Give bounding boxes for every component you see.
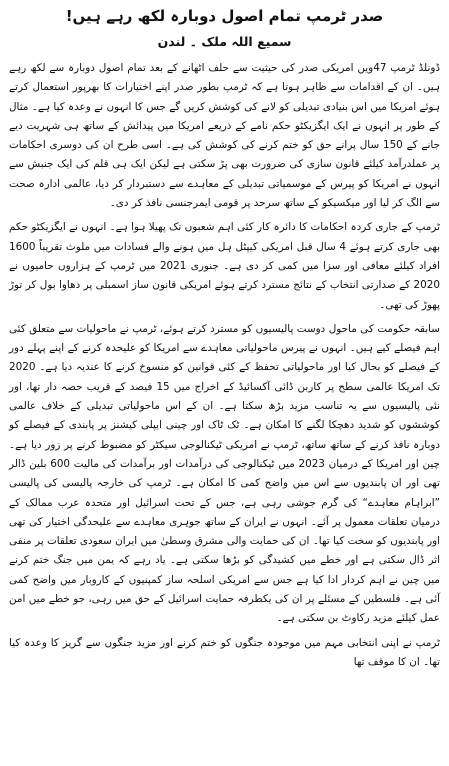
article-paragraph: ٹرمپ کے جاری کردہ احکامات کا دائرہ کار کئی اہم شعبوں تک پھیلا ہوا ہے۔ انہوں نے ایگزیکٹو حکم بھی جاری کرتے ہوئے 4 سال قبل امریکی کیپٹل ہل میں ہونے والے فسادات میں ملوث تقریباً 1600 افراد کیلئے معافی اور سزا میں کمی کر دی ہے۔ جنوری 2021 میں ٹرمپ کے ہزاروں حامیوں نے 2020 کے صدارتی انتخاب کے نتائج مسترد کرتے ہوئے امریکی قانون ساز اسمبلی پر دھاوا بول کر توڑ پھوڑ کی تھی۔ xyxy=(9,221,441,311)
article-paragraph: ٹرمپ نے اپنی انتخابی مہم میں موجودہ جنگوں کو ختم کرنے اور مزید جنگوں سے گریز کا وعدہ کیا تھا۔ ان کا موقف تھا xyxy=(9,636,440,668)
article-paragraph: سابقہ حکومت کی ماحول دوست پالیسیوں کو مسترد کرتے ہوئے، ٹرمپ نے ماحولیات سے متعلق کئی اہم فیصلے کیے ہیں۔ انہوں نے پیرس ماحولیاتی معاہدے سے امریکا کو علیحدہ کرنے کے اپنے پہلے دور کے فیصلے کو بحال کیا اور ماحولیاتی تحفظ کے کئی قوانین کو منسوخ کرنے کا عندیہ دیا ہے۔ 2020 تک امریکا عالمی سطح پر کاربن ڈائی آکسائیڈ کے اخراج میں 15 فیصد کے قریب حصہ دار تھا، اور نئی پالیسیوں سے یہ تناسب مزید بڑھ سکتا ہے۔ ان کے اس ماحولیاتی تبدیلی کے خلاف عالمی کوششوں کو شدید دھچکا لگنے کا امکان ہے۔ ٹک ٹاک اور چینی ایپلی کیشنز پر پابندی کے فیصلے کو دوبارہ نافذ کرنے کے ساتھ ساتھ، ٹرمپ نے امریکی ٹیکنالوجی سیکٹر کو مضبوط کرنے پر زور دیا ہے۔ چین اور امریکا کے درمیان 2023 میں ٹیکنالوجی کی درآمدات اور برآمدات کی مالیت 600 بلین ڈالر تھی اور ان پابندیوں سے اس میں واضح کمی کا امکان ہے۔ ٹرمپ کی خارجہ پالیسی کی پالیسی ”ابراہام معاہدے“ کی گرم جوشی رہی ہے، جس کے تحت اسرائیل اور متحدہ عرب ممالک کے درمیان تعلقات معمول پر آئے۔ انہوں نے ایران کے ساتھ جوہری معاہدے سے علیحدگی اختیار کی تھی اور پابندیوں کو سخت کیا تھا۔ ان کی حمایت والی مشرق وسطیٰ میں ایران سعودی تعلقات پر منفی اثر ڈال سکتی ہے اور خطے میں کشیدگی کو بڑھا سکتی ہے۔ یاد رہے کہ یمن میں جنگ ختم کرنے میں چین نے اہم کردار ادا کیا ہے جس سے امریکی اسلحہ ساز کمپنیوں کے کاروبار میں واضح کمی آئی ہے۔ فلسطین کے مسئلے پر ان کی یکطرفہ حمایت اسرائیل کے حق میں رہی، جو خطے میں امن عمل کیلئے مزید رکاوٹ بن سکتی ہے۔ xyxy=(9,322,440,625)
article-byline: سمیع اللہ ملک ۔ لندن xyxy=(157,34,292,49)
article-paragraph: ڈونلڈ ٹرمپ 47ویں امریکی صدر کی حیثیت سے حلف اٹھانے کے بعد تمام اصول دوبارہ سے لکھ رہے ہیں۔ ان کے اقدامات سے ظاہر ہوتا ہے کہ ٹرمپ بطور صدر اپنے اختیارات کا بھرپور استعمال کرتے ہوئے امریکا میں اس بنیادی تبدیلی کو لانے کی کوشش کریں گے جس کا انہوں نے وعدہ کیا ہے۔ مثال کے طور پر انہوں نے ایک ایگزیکٹو حکم نامے کے ذریعے امریکا میں پیدائش کے ساتھ ہی شہریت دیے جانے کے 150 سال پرانے حق کو ختم کرنے کی کوشش کی ہے۔ اسی طرح ان کی دوسری احکامات پر عملدرآمد کیلئے قانون سازی کی ضرورت بھی پڑ سکتی ہے لیکن ایک ہی قلم کی ایک جنبش سے انہوں نے امریکا کو پیرس کے موسمیاتی تبدیلی کے معاہدے سے دستبردار کر دیا، عالمی ادارہ صحت سے الگ کر لیا اور میکسیکو کے ساتھ سرحد پر قومی ایمرجنسی نافذ کر دی۔ xyxy=(9,62,441,210)
article-headline: صدر ٹرمپ تمام اصول دوبارہ لکھ رہے ہیں! xyxy=(65,7,384,25)
